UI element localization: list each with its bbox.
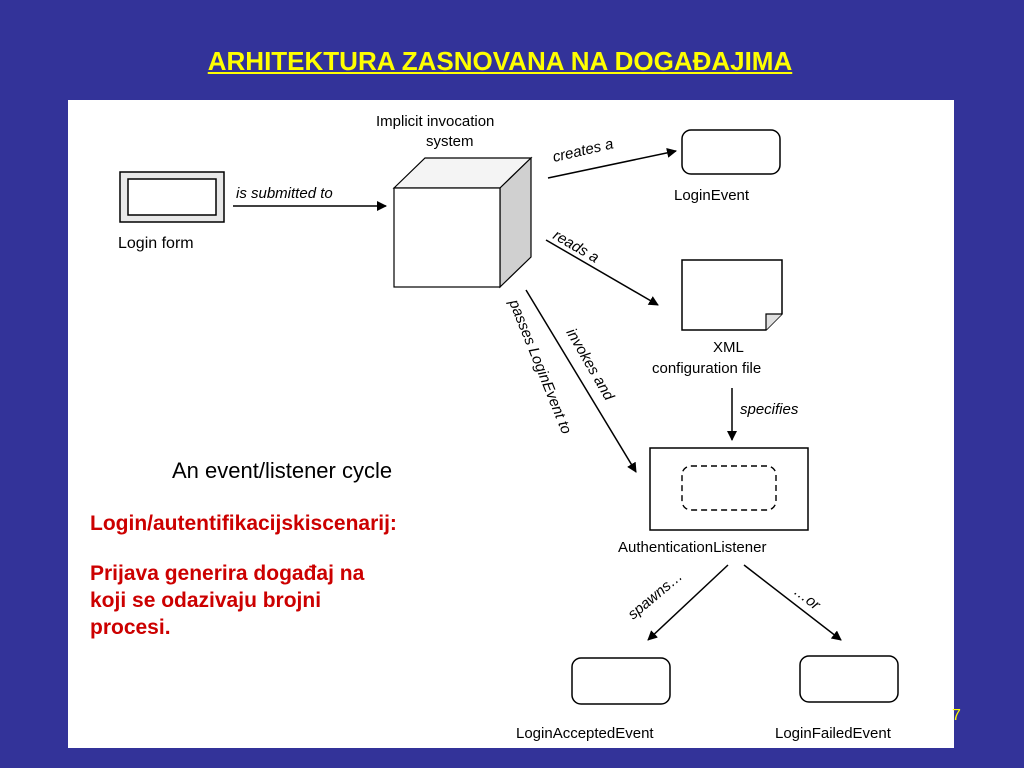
page-number: 7	[952, 707, 961, 724]
scenario-body-line2: koji se odazivaju brojni	[90, 589, 322, 612]
xml-file-icon	[682, 260, 782, 330]
login-accepted-label: LoginAcceptedEvent	[516, 725, 654, 742]
or-arrow	[744, 565, 841, 640]
scenario-body-line1: Prijava generira događaj na	[90, 562, 365, 585]
scenario-heading: Login/autentifikacijskiscenarij:	[90, 512, 397, 535]
listener-label: AuthenticationListener	[618, 539, 767, 556]
slide-title: ARHITEKTURA ZASNOVANA NA DOGAĐAJIMA	[207, 46, 793, 76]
login-failed-box	[800, 656, 898, 702]
reads-arrow	[546, 240, 658, 305]
login-accepted-box	[572, 658, 670, 704]
or-label: …or	[790, 582, 824, 614]
invokes-label: invokes and	[562, 325, 618, 404]
creates-label: creates a	[551, 135, 616, 166]
spawns-label: spawns…	[624, 567, 687, 624]
xml-label-line2: configuration file	[652, 360, 762, 377]
xml-label-line1: XML	[713, 339, 744, 356]
passes-label: passes LoginEvent to	[505, 297, 575, 437]
specifies-label: specifies	[740, 401, 799, 418]
login-form-box	[120, 172, 224, 222]
submitted-label: is submitted to	[236, 185, 333, 202]
event-listener-diagram	[68, 100, 954, 748]
login-failed-label: LoginFailedEvent	[775, 725, 891, 742]
login-event-label: LoginEvent	[674, 187, 750, 204]
system-cube	[394, 158, 531, 287]
cycle-caption: An event/listener cycle	[172, 458, 393, 483]
scenario-body-line3: procesi.	[90, 616, 171, 639]
system-label-line2: system	[426, 133, 474, 150]
reads-label: reads a	[550, 226, 602, 267]
scenario-body	[90, 560, 480, 641]
system-label-line1: Implicit invocation	[376, 113, 495, 130]
login-form-label: Login form	[118, 235, 194, 252]
diagram-panel	[68, 100, 954, 748]
listener-box	[650, 448, 808, 530]
login-event-box	[682, 130, 780, 174]
